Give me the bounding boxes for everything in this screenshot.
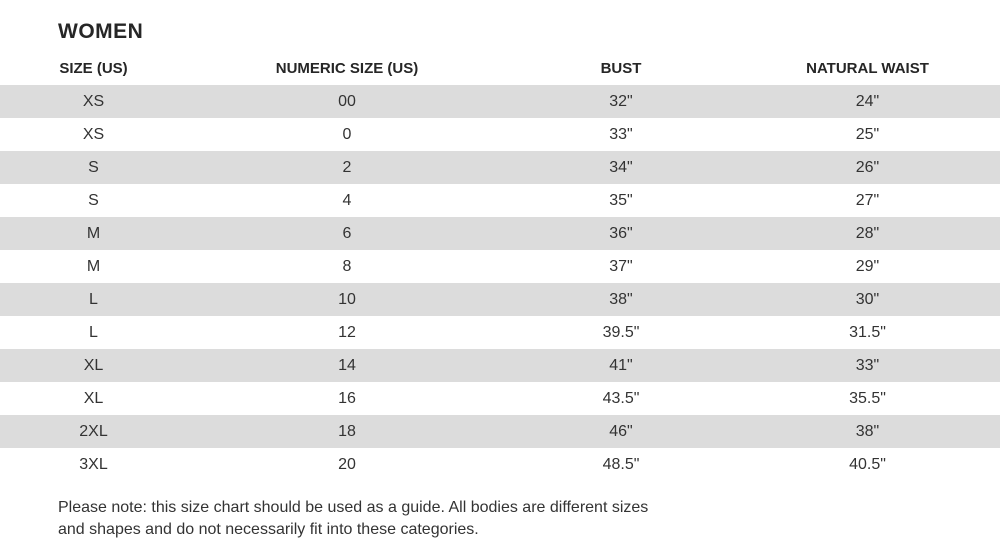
natural-waist-cell: 33" [735,349,1000,382]
table-row [0,283,1000,316]
size-cell: S [0,151,187,184]
numeric-size-cell: 12 [187,316,507,349]
size-cell: S [0,184,187,217]
natural-waist-cell: 40.5" [735,448,1000,481]
size-chart-table [0,52,1000,481]
numeric-size-cell: 6 [187,217,507,250]
natural-waist-cell: 24" [735,85,1000,118]
size-cell: XS [0,85,187,118]
natural-waist-cell: 26" [735,151,1000,184]
natural-waist-cell: 29" [735,250,1000,283]
table-row [0,151,1000,184]
note-line-1: Please note: this size chart should be used as a guide. All bodies are different sizes [58,499,649,516]
column-header-natural-waist: NATURAL WAIST [806,60,929,77]
natural-waist-cell: 28" [735,217,1000,250]
bust-cell: 36" [507,217,735,250]
bust-cell: 38" [507,283,735,316]
natural-waist-cell: 31.5" [735,316,1000,349]
size-cell: XL [0,349,187,382]
table-row [0,382,1000,415]
table-header [0,52,1000,85]
size-cell: M [0,250,187,283]
numeric-size-cell: 10 [187,283,507,316]
natural-waist-cell: 27" [735,184,1000,217]
size-cell: L [0,283,187,316]
bust-cell: 43.5" [507,382,735,415]
table-body [0,85,1000,481]
bust-cell: 37" [507,250,735,283]
column-header-size-us: SIZE (US) [59,60,128,77]
bust-cell: 46" [507,415,735,448]
size-cell: 2XL [0,415,187,448]
numeric-size-cell: 8 [187,250,507,283]
size-cell: L [0,316,187,349]
size-guide-note [58,497,958,541]
bust-cell: 33" [507,118,735,151]
page-title: WOMEN [58,20,144,43]
table-row [0,448,1000,481]
size-cell: XL [0,382,187,415]
bust-cell: 34" [507,151,735,184]
numeric-size-cell: 2 [187,151,507,184]
table-row [0,316,1000,349]
column-header-bust: BUST [600,60,642,77]
column-header-numeric-size-us: NUMERIC SIZE (US) [275,60,419,77]
bust-cell: 39.5" [507,316,735,349]
table-row [0,85,1000,118]
bust-cell: 48.5" [507,448,735,481]
numeric-size-cell: 0 [187,118,507,151]
numeric-size-cell: 4 [187,184,507,217]
bust-cell: 41" [507,349,735,382]
numeric-size-cell: 00 [187,85,507,118]
size-cell: 3XL [0,448,187,481]
numeric-size-cell: 20 [187,448,507,481]
bust-cell: 32" [507,85,735,118]
size-cell: XS [0,118,187,151]
table-row [0,349,1000,382]
natural-waist-cell: 35.5" [735,382,1000,415]
table-row [0,415,1000,448]
numeric-size-cell: 18 [187,415,507,448]
note-line-2: and shapes and do not necessarily fit into these categories. [58,521,479,538]
numeric-size-cell: 14 [187,349,507,382]
bust-cell: 35" [507,184,735,217]
size-cell: M [0,217,187,250]
table-row [0,217,1000,250]
natural-waist-cell: 38" [735,415,1000,448]
header-row [0,52,1000,85]
table-row [0,250,1000,283]
table-row [0,118,1000,151]
natural-waist-cell: 25" [735,118,1000,151]
natural-waist-cell: 30" [735,283,1000,316]
numeric-size-cell: 16 [187,382,507,415]
table-row [0,184,1000,217]
